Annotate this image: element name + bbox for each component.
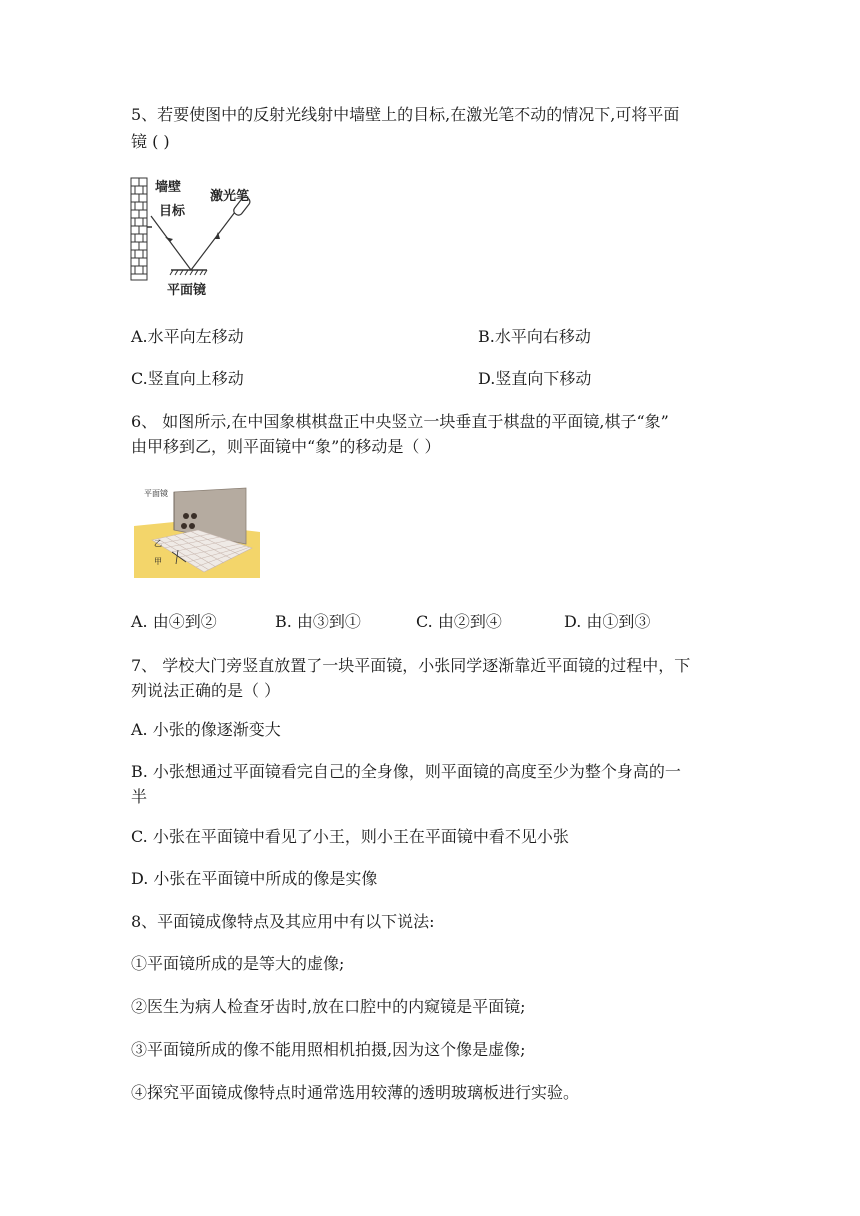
q6-option-c: C. 由②到④ [416, 612, 502, 631]
q8-stem: 8、平面镜成像特点及其应用中有以下说法: [131, 912, 435, 931]
q6-mirror-label: 平面镜 [144, 489, 168, 498]
q6-jia-label: 甲 [154, 557, 162, 566]
q7-option-b-line1: B. 小张想通过平面镜看完自己的全身像，则平面镜的高度至少为整个身高的一 [131, 762, 681, 781]
mirror-label: 平面镜 [167, 283, 207, 298]
q7-stem-line2: 列说法正确的是（ ） [131, 681, 281, 700]
q5-option-d: D.竖直向下移动 [478, 369, 592, 388]
laser-label: 激光笔 [210, 189, 250, 204]
reflected-ray [151, 216, 191, 270]
q5-figure [127, 172, 262, 300]
q5-option-c: C.竖直向上移动 [131, 369, 244, 388]
mirror-surface [170, 270, 207, 275]
wall-bricks [131, 178, 147, 280]
q6-option-d: D. 由①到③ [564, 612, 651, 631]
q6-stem-line1: 6、 如图所示,在中国象棋棋盘正中央竖立一块垂直于棋盘的平面镜,棋子“象” [131, 412, 669, 431]
q6-yi-label: 乙 [154, 539, 162, 548]
q5-stem-line1: 5、若要使图中的反射光线射中墙壁上的目标,在激光笔不动的情况下,可将平面 [131, 105, 680, 124]
q6-option-a: A. 由④到② [131, 612, 217, 631]
wall-label: 墙壁 [155, 180, 182, 195]
q8-statement-1: ①平面镜所成的是等大的虚像; [131, 954, 345, 973]
q7-option-a: A. 小张的像逐渐变大 [131, 720, 281, 739]
q6-figure [134, 482, 260, 578]
q7-option-b-line2: 半 [131, 787, 148, 806]
q7-stem-line1: 7、 学校大门旁竖直放置了一块平面镜，小张同学逐渐靠近平面镜的过程中，下 [131, 656, 691, 675]
q5-option-b: B.水平向右移动 [478, 327, 591, 346]
q7-option-d: D. 小张在平面镜中所成的像是实像 [131, 869, 378, 888]
q7-option-c: C. 小张在平面镜中看见了小王，则小王在平面镜中看不见小张 [131, 827, 569, 846]
q5-option-a: A.水平向左移动 [131, 327, 244, 346]
q8-statement-4: ④探究平面镜成像特点时通常选用较薄的透明玻璃板进行实验。 [131, 1083, 580, 1102]
q8-statement-3: ③平面镜所成的像不能用照相机拍摄,因为这个像是虚像; [131, 1040, 526, 1059]
q6-option-b: B. 由③到① [275, 612, 361, 631]
q6-stem-line2: 由甲移到乙，则平面镜中“象”的移动是（ ） [131, 437, 441, 456]
q5-stem-line2: 镜 ( ) [131, 132, 170, 151]
q8-statement-2: ②医生为病人检查牙齿时,放在口腔中的内窥镜是平面镜; [131, 997, 526, 1016]
target-label: 目标 [159, 204, 186, 219]
incident-ray [191, 212, 235, 270]
